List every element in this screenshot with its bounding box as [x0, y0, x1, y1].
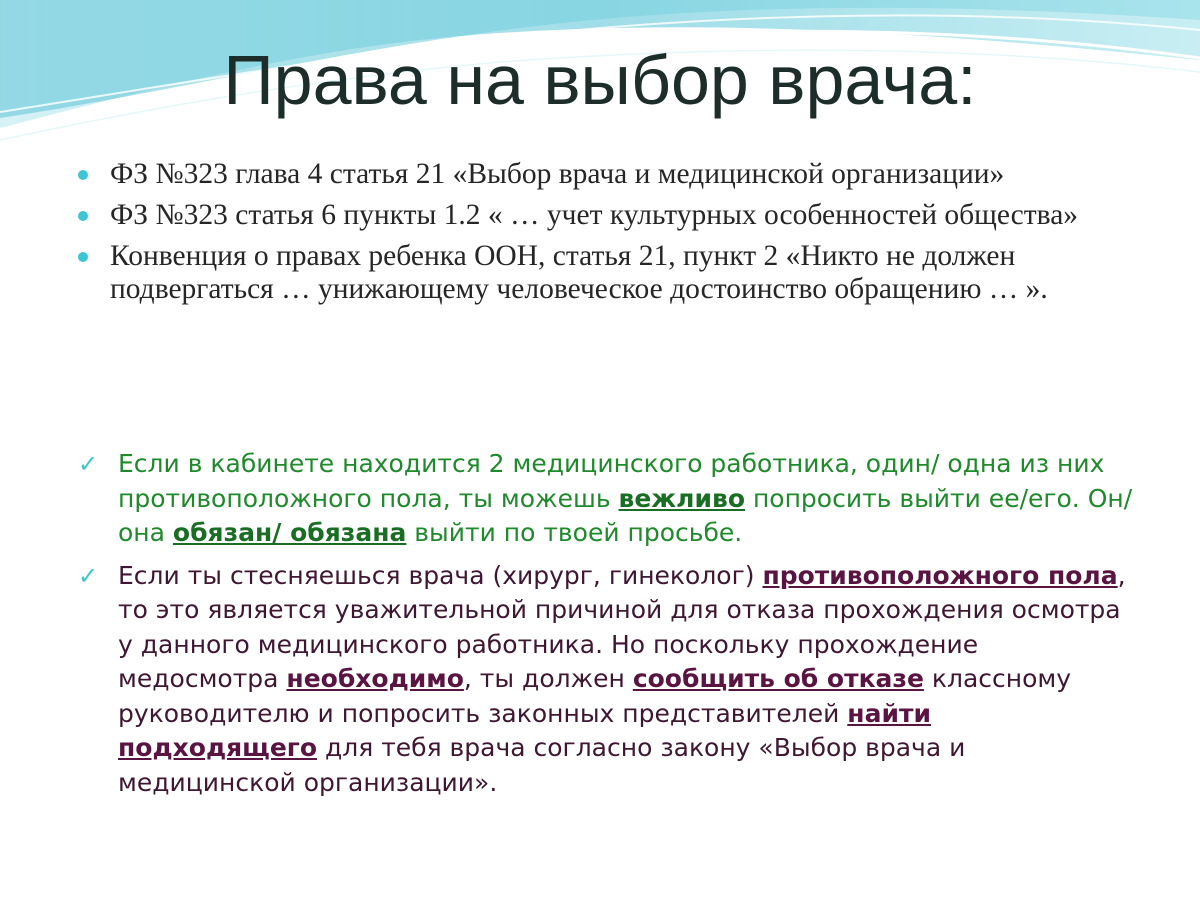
check-icon: ✓	[78, 561, 99, 590]
advice-item-refusal	[78, 559, 1138, 801]
advice-emphasis: найти подходящего	[118, 698, 931, 762]
legal-reference-text: ФЗ №323 глава 4 статья 21 «Выбор врача и медицинской организации»	[110, 158, 1005, 190]
advice-text: Если в кабинете находится 2 медицинского работника, один/ одна из них противоположного пола, ты можешь	[118, 449, 1105, 513]
advice-text: выйти по твоей просьбе.	[406, 518, 743, 547]
advice-emphasis: сообщить об отказе	[632, 664, 924, 693]
advice-text: , ты должен	[463, 664, 633, 693]
bullet-dot-icon	[78, 211, 88, 221]
advice-text: попросить выйти ее/его. Он/ она	[118, 483, 1133, 547]
advice-list	[78, 447, 1138, 808]
advice-emphasis: обязан/ обязана	[172, 518, 407, 547]
bullet-dot-icon	[78, 170, 88, 180]
advice-item-colleague	[78, 447, 1138, 551]
check-icon: ✓	[78, 450, 99, 478]
legal-reference-item	[78, 199, 1138, 232]
advice-emphasis: противоположного пола	[762, 560, 1118, 590]
advice-emphasis: вежливо	[618, 483, 745, 513]
advice-text: классному руководителю и попросить законных представителей	[118, 664, 1072, 728]
advice-text: для тебя врача согласно закону «Выбор врача и медицинской организации».	[118, 733, 966, 797]
legal-references-list	[78, 158, 1138, 314]
advice-text: Если ты стесняешься врача (хирург, гинеколог)	[118, 560, 763, 590]
slide-title: Права на выбор врача:	[223, 41, 977, 119]
advice-emphasis: необходимо	[286, 664, 464, 693]
bullet-dot-icon	[78, 252, 88, 262]
advice-text: , то это является уважительной причиной для отказа прохождения осмотра у данного медицинского работника. Но поскольку прохождение медосмотра	[118, 560, 1126, 693]
legal-reference-text: Конвенция о правах ребенка ООН, статья 21, пункт 2 «Никто не должен подвергаться … унижающему человеческое достоинство обращению … ».	[110, 240, 1048, 305]
legal-reference-item	[78, 240, 1138, 306]
legal-reference-item	[78, 158, 1138, 191]
legal-reference-text: ФЗ №323 статья 6 пункты 1.2 « … учет культурных особенностей общества»	[110, 199, 1079, 231]
